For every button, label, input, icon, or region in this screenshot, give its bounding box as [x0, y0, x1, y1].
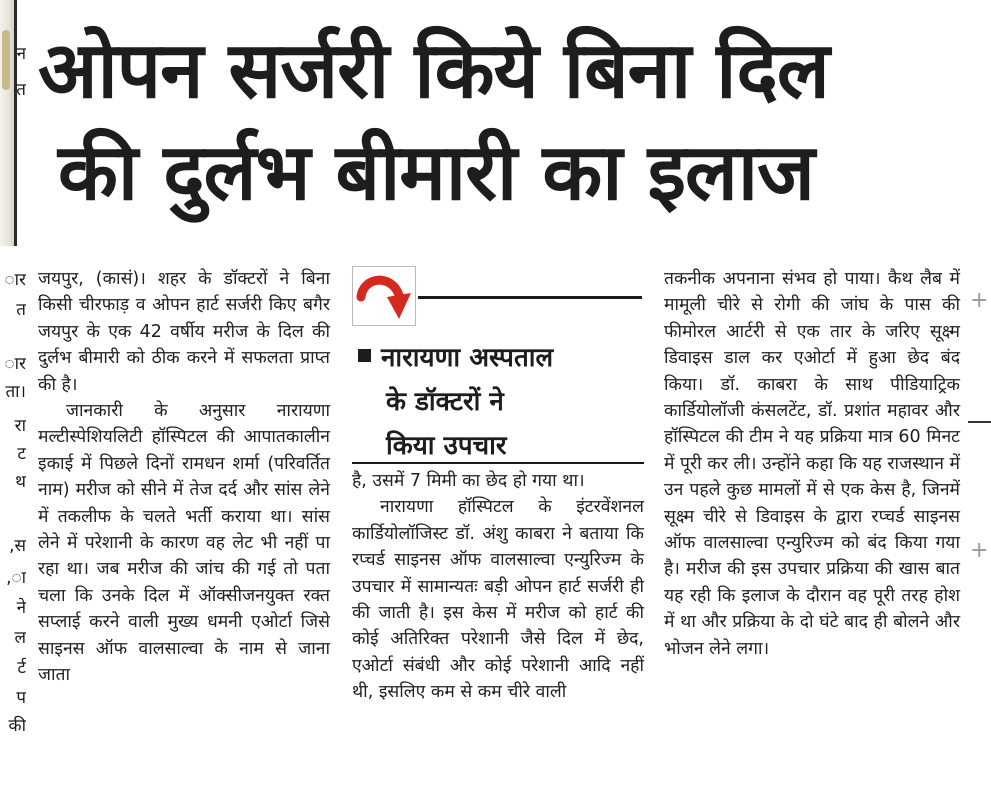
sub-headline — [358, 336, 644, 468]
clip-line: त — [16, 80, 26, 100]
adjacent-article-clip — [0, 0, 26, 793]
article-column-3 — [664, 266, 960, 662]
paragraph: जानकारी के अनुसार नारायणा मल्टीस्पेशियलिटी हॉस्पिटल की आपातकालीन इकाई में पिछले दिनों रामधन शर्मा (परिवर्तित नाम) मरीज को सीने में तेज दर्द और सांस लेने में तकलीफ के चलते भर्ती कराया था। सांस लेने में परेशानी के कारण वह लेट भी नहीं पा रहा था। जब मरीज की जांच की गई तो पता चला कि उनके दिल में ऑक्सीजनयुक्त रक्त सप्लाई करने वाली मुख्य धमनी एओर्टा जिसे साइनस ऑफ वालसाल्वा के नाम से जाना जाता — [38, 401, 330, 686]
article-column-1 — [38, 266, 330, 689]
article-column-2 — [352, 468, 644, 706]
sub-headline-text-1: नारायणा अस्पताल — [381, 343, 554, 373]
clip-line: ा, — [6, 568, 26, 588]
clip-line: ने — [16, 598, 26, 618]
clip-line: की — [8, 716, 26, 736]
clip-line: ल — [14, 628, 26, 648]
sub-headline-line-3: किया उपचार — [386, 431, 507, 461]
adjacent-rule — [968, 421, 991, 423]
article-headline — [38, 20, 968, 224]
clip-line: स, — [9, 536, 26, 556]
clip-line: ता। — [5, 382, 26, 402]
sub-headline-line-1 — [358, 336, 644, 380]
registration-mark: + — [970, 288, 989, 313]
clip-line: रा — [14, 416, 26, 436]
paragraph: तकनीक अपनाना संभव हो पाया। कैथ लैब में मामूली चीरे से रोगी की जांघ के पास की फीमोरल आर्टरी से एक तार के जरिए सूक्ष्म डिवाइस डाल कर एओर्टा में हुआ छेद बंद किया। डॉ. काबरा के साथ पीडियाट्रिक कार्डियोलॉजी कंसलटेंट, डॉ. प्रशांत महावर और हॉस्पिटल की टीम ने यह प्रक्रिया मात्र 60 मिनट में पूरी कर ली। उन्होंने कहा कि यह राजस्थान में उन पहले कुछ मामलों में से एक केस है, जिनमें सूक्ष्म चीरे से डिवाइस के द्वारा रप्चर्ड साइनस ऑफ वालसाल्वा एन्युरिज्म को बंद किया गया है। मरीज की इस उपचार प्रक्रिया की खास बात यह रही कि इलाज के दौरान वह पूरी तरह होश में था और प्रक्रिया के दो घंटे बाद ही बोलने और भोजन लेने लगा। — [664, 269, 960, 659]
clip-line: ार — [4, 354, 26, 374]
paragraph: नारायणा हॉस्पिटल के इंटरवेंशनल कार्डियोलॉजिस्ट डॉ. अंशु काबरा ने बताया कि रप्चर्ड साइनस ऑफ वालसाल्वा एन्युरिज्म के उपचार में सामान्यतः बड़ी ओपन हार्ट सर्जरी ही की जाती है। इस केस में मरीज को हार्ट की कोई अतिरिक्त परेशानी जैसे दिल में छेद, एओर्टा संबंधी और कोई परेशानी आदि नहीं थी, इसलिए कम से कम चीरे वाली — [352, 497, 644, 703]
section-rule — [418, 296, 642, 299]
paragraph: है, उसमें 7 मिमी का छेद हो गया था। — [352, 471, 585, 491]
adjacent-photo — [0, 0, 17, 246]
sub-headline-line-2: के डॉक्टरों ने — [386, 387, 504, 417]
curved-arrow-icon — [352, 266, 416, 326]
clip-line: थ — [15, 472, 26, 492]
headline-line-2: की दुर्लभ बीमारी का इलाज — [58, 128, 814, 218]
clip-line: र्ट — [17, 658, 26, 678]
clip-line: न — [16, 44, 26, 64]
paragraph-dateline: जयपुर, (कासं)। शहर के डॉक्टरों ने बिना किसी चीरफाड़ व ओपन हार्ट सर्जरी किए बगैर जयपुर के एक 42 वर्षीय मरीज के दिल की दुर्लभ बीमारी को ठीक करने में सफलता प्राप्त की है। — [38, 269, 330, 395]
square-bullet-icon — [358, 349, 371, 362]
registration-mark: + — [970, 538, 989, 563]
sub-headline-rule — [352, 462, 644, 464]
clip-line: ट — [17, 444, 26, 464]
clip-line: त — [16, 300, 26, 320]
headline-line-1: ओपन सर्जरी किये बिना दिल — [38, 26, 829, 116]
clip-line: ार — [4, 270, 26, 290]
clip-line: प — [16, 688, 26, 708]
